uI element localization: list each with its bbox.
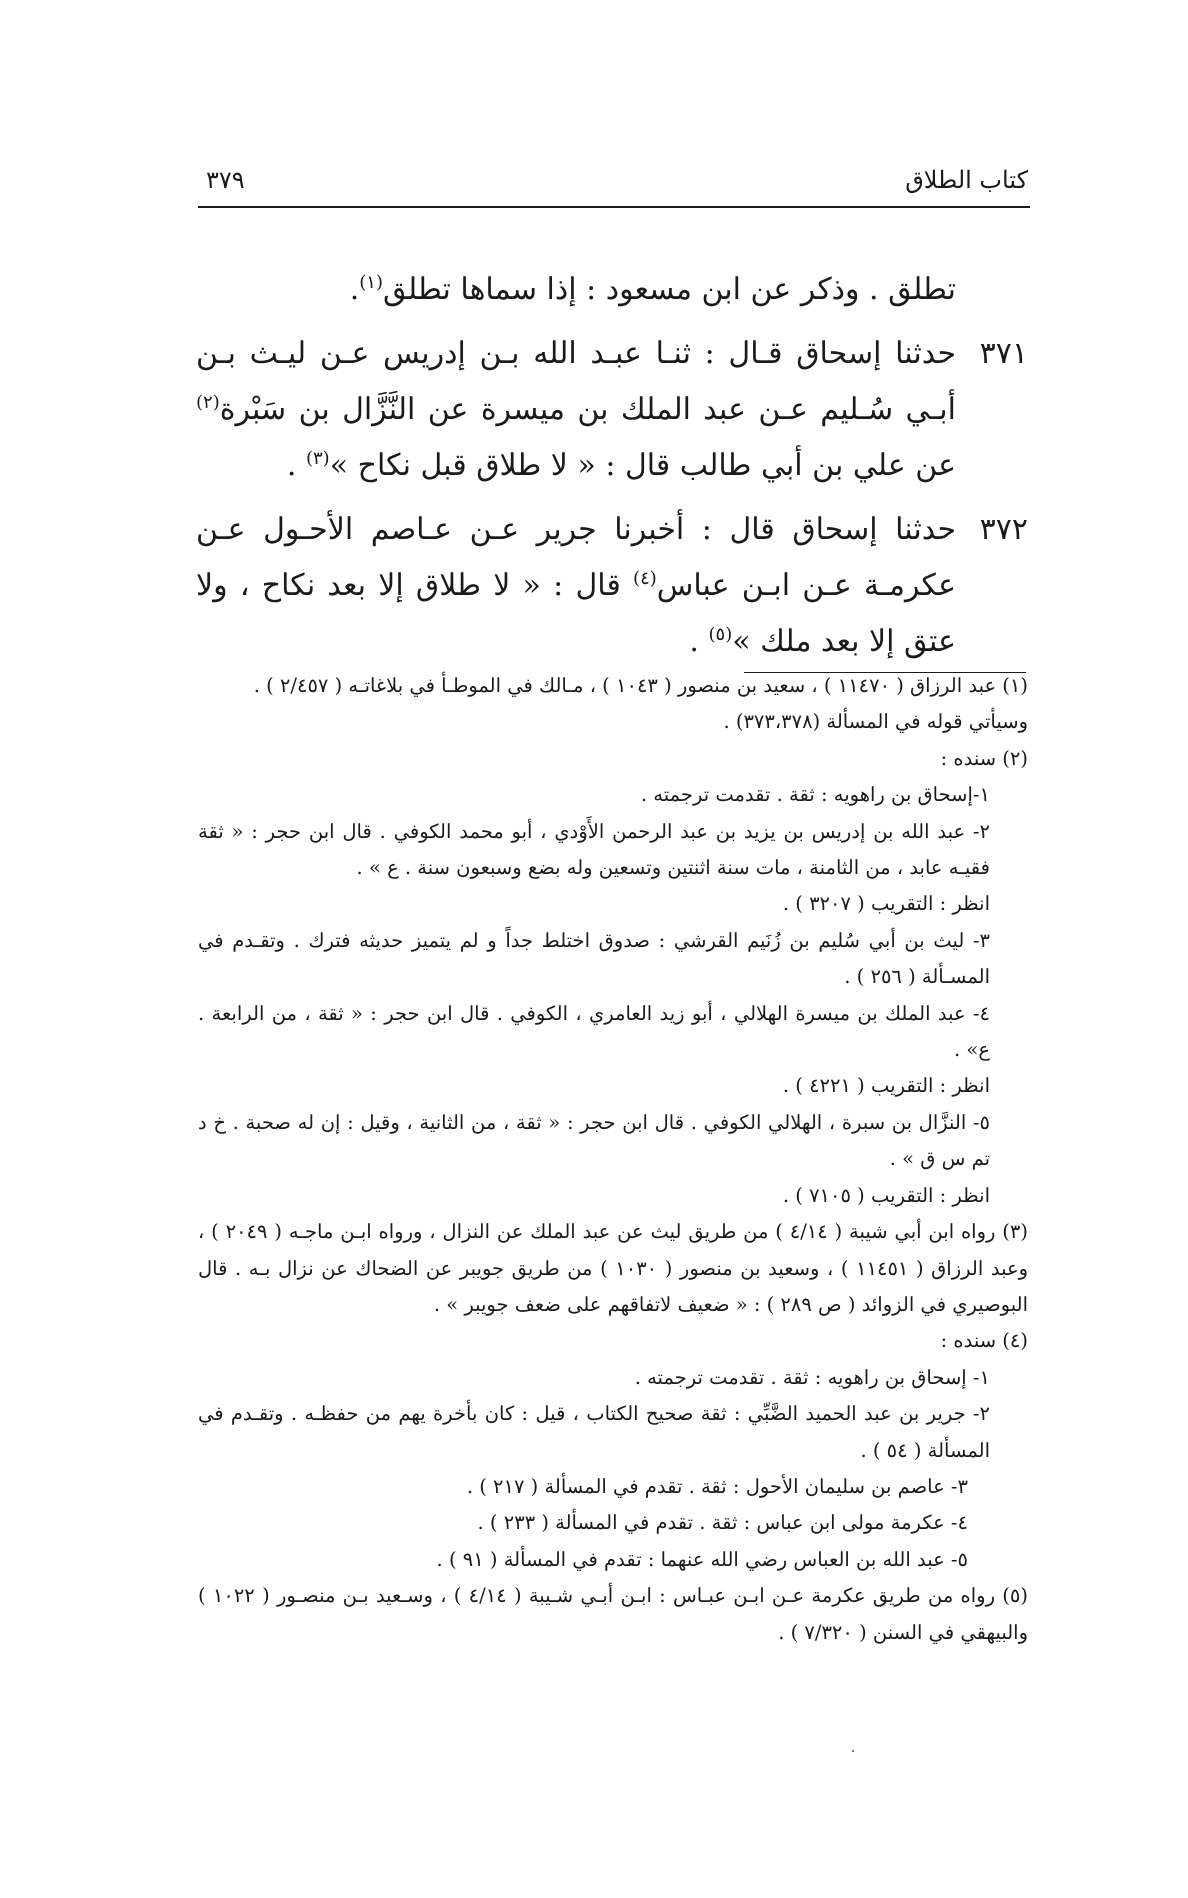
hadith-entry	[196, 502, 1028, 670]
footnote-line: (٣) رواه ابن أبي شيبة ( ٤/١٤ ) من طريق ليث عن عبد الملك عن النزال ، ورواه ابـن ماجـه ( ٢٠٤٩ ) ، وعبد الرزاق ( ١١٤٥١ ) ، وسعيد بن منصور ( ١٠٣٠ ) من طريق جويبر عن الضحاك عن نزال بـه . قال البوصيري في الزوائد ( ص ٢٨٩ ) : « ضعيف لاتفاقهم على ضعف جويبر » .	[198, 1220, 1029, 1316]
footnote-line: ٣- ليث بن أبي سُليم بن زُنَيم القرشي : صدوق اختلط جداً و لم يتميز حديثه فترك . وتقـدم في المسـألة ( ٢٥٦ ) .	[198, 928, 990, 989]
chapter-title: كتاب الطلاق	[905, 166, 1028, 194]
footnote-line: ٤- عكرمة مولى ابن عباس : ثقة . تقدم في المسألة ( ٢٣٣ ) .	[477, 1511, 968, 1535]
entry-number: ٣٧٢	[979, 512, 1028, 547]
footnote-ref: (١)	[359, 272, 383, 293]
footnote-line: ٥- النزَّال بن سبرة ، الهلالي الكوفي . قال ابن حجر : « ثقة ، من الثانية ، وقيل : إن له صحبة . خ د تم س ق » .	[198, 1110, 990, 1171]
entry-text: عن علي بن أبي طالب قال : « لا طلاق قبل نكاح »	[329, 448, 956, 483]
entry-text: حدثنا إسحاق قـال : ثنـا عبـد الله بـن إدريس عـن ليـث بـن أبـي سُـليم عـن عبد الملك بن ميسرة عن النَّزَّال بن سَبْرة	[196, 336, 956, 427]
footnote-line: انظر : التقريب ( ٣٢٠٧ ) .	[782, 892, 990, 916]
footnote-ref: (٢)	[196, 392, 220, 413]
footnote-line: ٥- عبد الله بن العباس رضي الله عنهما : تقدم في المسألة ( ٩١ ) .	[436, 1547, 968, 1571]
header-rule	[198, 206, 1030, 208]
footnote-line: انظر : التقريب ( ٤٢٢١ ) .	[782, 1074, 990, 1098]
footnote-line: ٣- عاصم بن سليمان الأحول : ثقة . تقدم في المسألة ( ٢١٧ ) .	[466, 1474, 968, 1498]
entry-text: قال : « لا طلاق إلا بعد نكاح ، ولا عتق إلا بعد ملك »	[196, 568, 956, 659]
page-number: ٣٧٩	[206, 166, 245, 194]
footnote-line: ١- إسحاق بن راهويه : ثقة . تقدمت ترجمته .	[634, 1365, 990, 1389]
footnote-line: ٤- عبد الملك بن ميسرة الهلالي ، أبو زيد العامري ، الكوفي . قال ابن حجر : « ثقة ، من الرابعة . ع» .	[198, 1001, 990, 1062]
footnote-ref: (٣)	[305, 448, 330, 469]
entry-end: .	[286, 448, 306, 483]
hadith-entry	[196, 326, 1028, 494]
entry-text: حدثنا إسحاق قال : أخبرنا جرير عـن عـاصم الأحـول عـن عكرمـة عـن ابـن عباس	[196, 512, 957, 603]
footnote-line: (٢) سنده :	[940, 746, 1028, 770]
footnote-line: ٢- عبد الله بن إدريس بن يزيد بن عبد الرحمن الأَوْدي ، أبو محمد الكوفي . قال ابن حجر : « ثقة فقيـه عابد ، من الثامنة ، مات سنة اثنتين وتسعين وله بضع وسبعون سنة . ع » .	[198, 819, 990, 880]
continuation-paragraph	[196, 262, 1028, 318]
footnote-line: ٢- جرير بن عبد الحميد الضَّبِّي : ثقة صحيح الكتاب ، قيل : كان بأخرة يهم من حفظـه . وتقـدم في المسألة ( ٥٤ ) .	[198, 1402, 990, 1462]
footnotes	[198, 668, 1028, 1651]
entry-number: ٣٧١	[979, 336, 1028, 371]
lead-end: .	[349, 272, 360, 307]
footnote-line: (٤) سنده :	[940, 1329, 1028, 1353]
running-header	[198, 160, 1028, 206]
footnote-line: ١-إسحاق بن راهويه : ثقة . تقدمت ترجمته .	[640, 783, 990, 807]
footnote-ref: (٥)	[708, 624, 733, 645]
main-text	[196, 262, 1028, 670]
footnote-ref: (٤)	[633, 568, 657, 589]
footnote-line: انظر : التقريب ( ٧١٠٥ ) .	[782, 1183, 990, 1207]
footnote-line: (٥) رواه من طريق عكرمة عـن ابـن عبـاس : ابـن أبـي شـيبة ( ٤/١٤ ) ، وسـعيد بـن منصـور ( ١٠٢٢ ) والبيهقي في السنن ( ٧/٣٢٠ ) .	[198, 1584, 1028, 1644]
footnote-line: وسيأتي قوله في المسألة (٣٧٣،٣٧٨) .	[723, 710, 1028, 734]
entry-end: .	[689, 624, 709, 659]
lead-text: تطلق . وذكر عن ابن مسعود : إذا سماها تطلق	[382, 272, 956, 307]
stray-mark	[852, 1750, 854, 1752]
footnote-line: (١) عبد الرزاق ( ١١٤٧٠ ) ، سعيد بن منصور ( ١٠٤٣ ) ، مـالك في الموطـأ في بلاغاتـه ( ٢/٤٥٧ ) .	[253, 674, 1028, 697]
